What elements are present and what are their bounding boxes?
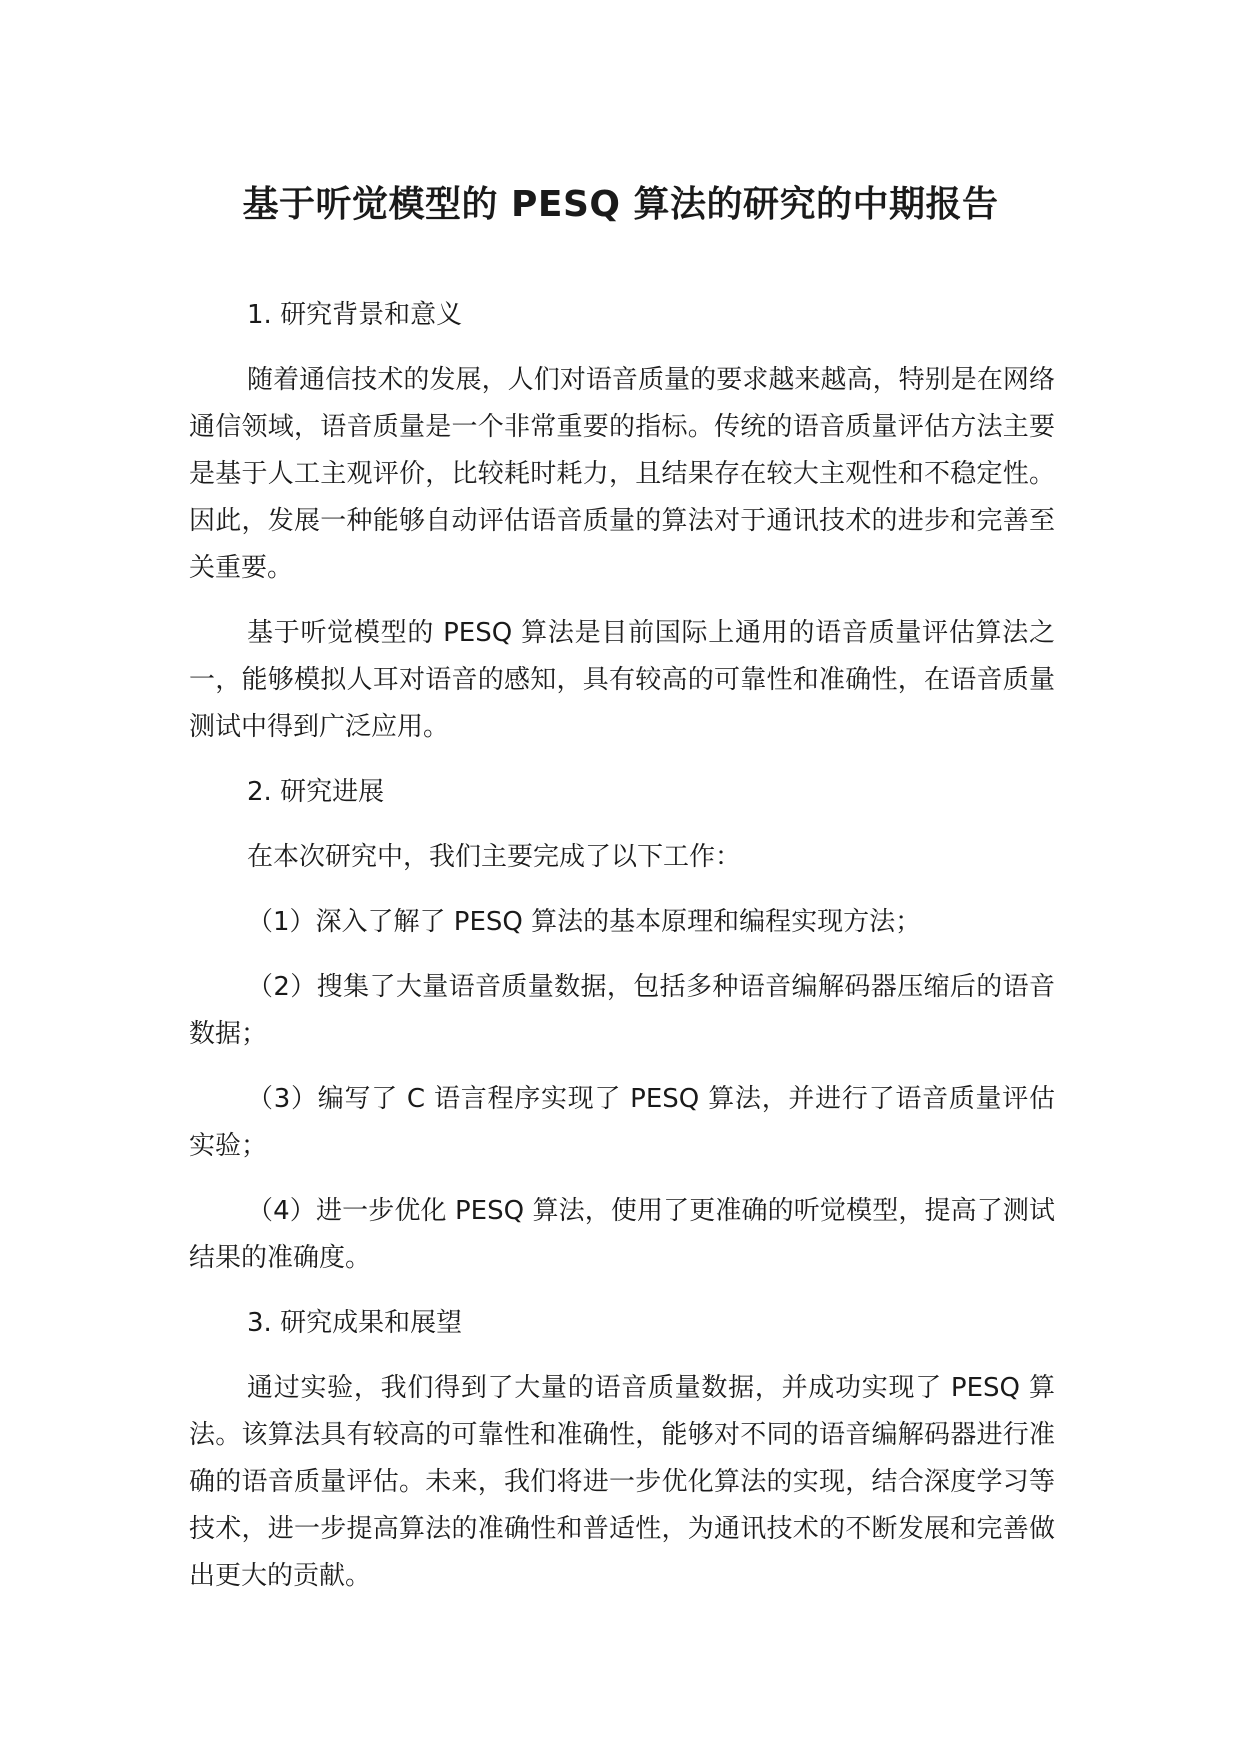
- list-item: （2）搜集了大量语音质量数据，包括多种语音编解码器压缩后的语音数据；: [189, 972, 1055, 1049]
- list-item: （4）进一步优化 PESQ 算法，使用了更准确的听觉模型，提高了测试结果的准确度。: [189, 1196, 1055, 1273]
- section-heading-background: 1. 研究背景和意义: [247, 300, 463, 330]
- section-heading-progress: 2. 研究进展: [247, 777, 385, 807]
- paragraph: 随着通信技术的发展，人们对语音质量的要求越来越高，特别是在网络通信领域，语音质量是一个非常重要的指标。传统的语音质量评估方法主要是基于人工主观评价，比较耗时耗力，且结果存在较大主观性和不稳定性。因此，发展一种能够自动评估语音质量的算法对于通讯技术的进步和完善至关重要。: [189, 365, 1055, 583]
- paragraph: 通过实验，我们得到了大量的语音质量数据，并成功实现了 PESQ 算法。该算法具有较高的可靠性和准确性，能够对不同的语音编解码器进行准确的语音质量评估。未来，我们将进一步优化算法的实现，结合深度学习等技术，进一步提高算法的准确性和普适性，为通讯技术的不断发展和完善做出更大的贡献。: [189, 1373, 1055, 1591]
- paragraph: 基于听觉模型的 PESQ 算法是目前国际上通用的语音质量评估算法之一，能够模拟人耳对语音的感知，具有较高的可靠性和准确性，在语音质量测试中得到广泛应用。: [189, 618, 1055, 742]
- list-item: （3）编写了 C 语言程序实现了 PESQ 算法，并进行了语音质量评估实验；: [189, 1084, 1055, 1161]
- document-title: 基于听觉模型的 PESQ 算法的研究的中期报告: [242, 184, 999, 225]
- document-body: [189, 292, 1055, 1618]
- section-heading-results: 3. 研究成果和展望: [247, 1308, 463, 1338]
- list-item: （1）深入了解了 PESQ 算法的基本原理和编程实现方法；: [247, 907, 922, 937]
- paragraph: 在本次研究中，我们主要完成了以下工作：: [247, 842, 742, 872]
